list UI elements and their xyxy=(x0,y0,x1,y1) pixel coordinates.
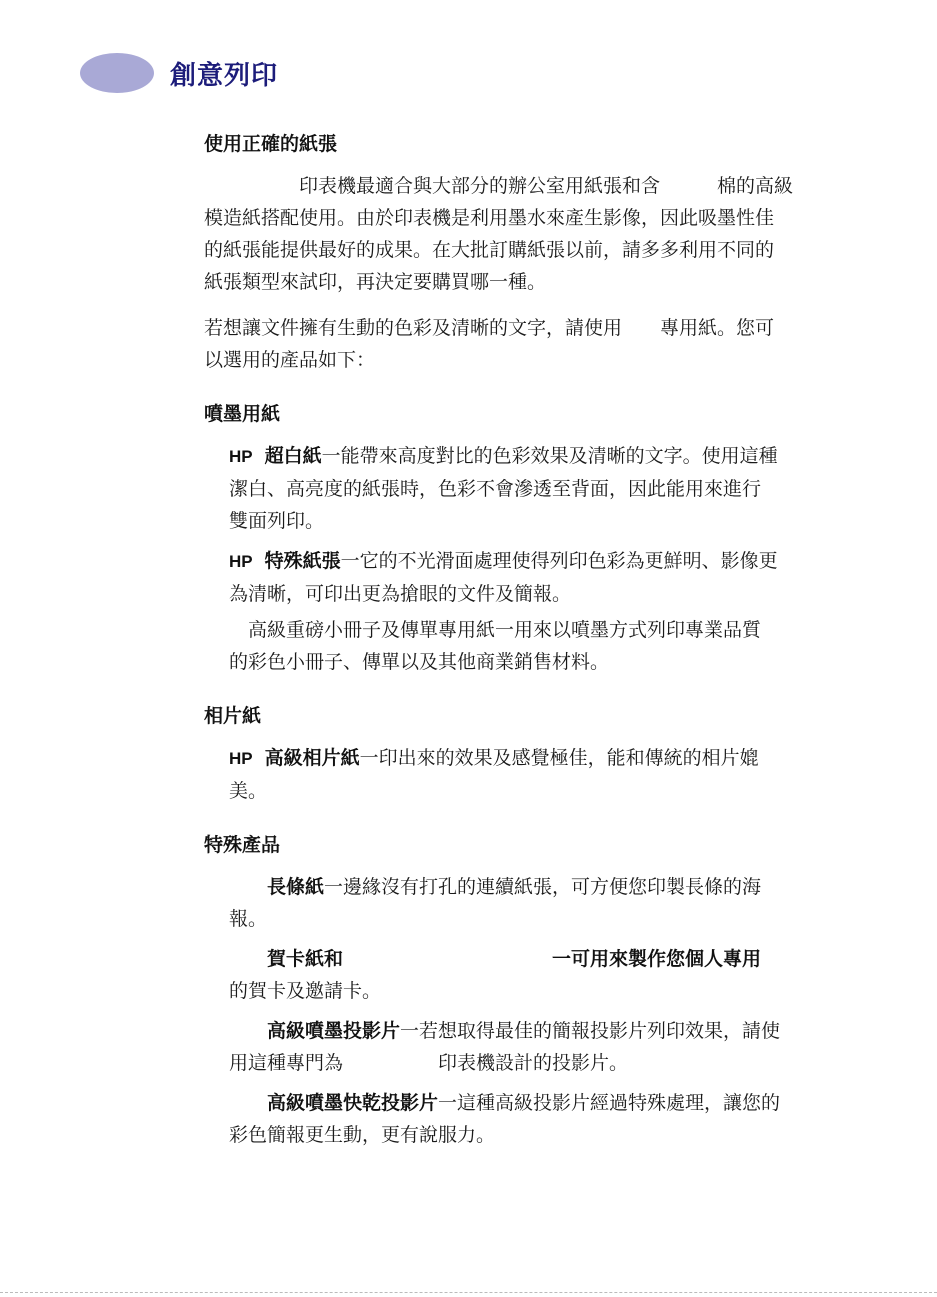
product-name: 高級噴墨快乾投影片 xyxy=(267,1092,439,1114)
product-desc: 一它的不光滑面處理使得列印色彩為更鮮明、影像更 xyxy=(340,550,778,572)
product-name: 特殊紙張 xyxy=(264,550,341,572)
product-name: 高級相片紙 xyxy=(264,747,360,769)
product-item xyxy=(229,871,864,935)
section-heading-inkjet: 噴墨用紙 xyxy=(204,403,281,425)
text-line: 用這種專門為 印表機設計的投影片。 xyxy=(229,1052,629,1074)
text-line xyxy=(229,1087,864,1119)
product-item xyxy=(229,1015,864,1079)
text-line: 模造紙搭配使用。由於印表機是利用墨水來產生影像，因此吸墨性佳 xyxy=(204,207,775,229)
text-line: 潔白、高亮度的紙張時，色彩不會滲透至背面，因此能用來進行 xyxy=(229,478,762,500)
text-line: 報。 xyxy=(229,908,268,930)
text-line: 高級重磅小冊子及傳單專用紙一用來以噴墨方式列印專業品質 xyxy=(229,619,762,641)
product-desc: 一若想取得最佳的簡報投影片列印效果，請使 xyxy=(400,1020,781,1042)
text-line xyxy=(229,545,864,578)
text-line xyxy=(229,1015,864,1047)
text-line: 的紙張能提供最好的成果。在大批訂購紙張以前，請多多利用不同的 xyxy=(204,239,775,261)
text-line: 彩色簡報更生動，更有說服力。 xyxy=(229,1124,496,1146)
products-intro-paragraph xyxy=(204,312,864,376)
brand-label: HP xyxy=(229,749,253,768)
page-content xyxy=(204,128,864,1151)
product-desc: 一能帶來高度對比的色彩效果及清晰的文字。使用這種 xyxy=(321,445,778,467)
blank-gap xyxy=(343,948,552,970)
text-line xyxy=(229,440,864,473)
indent xyxy=(229,948,267,970)
text-line: 若想讓文件擁有生動的色彩及清晰的文字，請使用 專用紙。您可 xyxy=(204,317,775,339)
indent xyxy=(229,876,267,898)
product-item xyxy=(229,614,864,678)
product-item xyxy=(229,1087,864,1151)
text-line xyxy=(229,943,864,975)
text-line xyxy=(229,742,864,775)
text-line: 以選用的產品如下： xyxy=(204,349,376,371)
section-heading-photo: 相片紙 xyxy=(204,705,262,727)
product-item xyxy=(229,742,864,807)
product-name: 高級噴墨投影片 xyxy=(267,1020,401,1042)
page-bottom-rule xyxy=(0,1292,937,1293)
chapter-title: 創意列印 xyxy=(170,60,279,91)
section-heading-paper: 使用正確的紙張 xyxy=(204,133,338,155)
text-line: 的賀卡及邀請卡。 xyxy=(229,980,382,1002)
text-line: 的彩色小冊子、傳單以及其他商業銷售材料。 xyxy=(229,651,610,673)
text-line: 美。 xyxy=(229,780,268,802)
indent xyxy=(229,1020,267,1042)
chapter-header xyxy=(80,51,278,95)
text-line: 為清晰，可印出更為搶眼的文件及簡報。 xyxy=(229,583,572,605)
product-desc: 一邊緣沒有打孔的連續紙張，可方便您印製長條的海 xyxy=(324,876,762,898)
indent xyxy=(229,1092,267,1114)
product-desc: 一可用來製作您個人專用 xyxy=(552,948,762,970)
product-item xyxy=(229,943,864,1007)
product-desc: 一印出來的效果及感覺極佳，能和傳統的相片媲 xyxy=(359,747,759,769)
text-line: 雙面列印。 xyxy=(229,510,325,532)
text-line: 印表機最適合與大部分的辦公室用紙張和含 棉的高級 xyxy=(204,175,794,197)
intro-paragraph xyxy=(204,170,864,298)
product-item xyxy=(229,545,864,610)
product-desc: 一這種高級投影片經過特殊處理，讓您的 xyxy=(438,1092,781,1114)
product-name: 超白紙 xyxy=(264,445,322,467)
brand-label: HP xyxy=(229,447,253,466)
product-name: 賀卡紙和 xyxy=(267,948,344,970)
product-item xyxy=(229,440,864,537)
text-line: 紙張類型來試印，再決定要購買哪一種。 xyxy=(204,271,547,293)
brand-label: HP xyxy=(229,552,253,571)
text-line xyxy=(229,871,864,903)
chapter-tab-oval xyxy=(80,53,154,93)
section-heading-special: 特殊產品 xyxy=(204,834,281,856)
product-name: 長條紙 xyxy=(267,876,325,898)
